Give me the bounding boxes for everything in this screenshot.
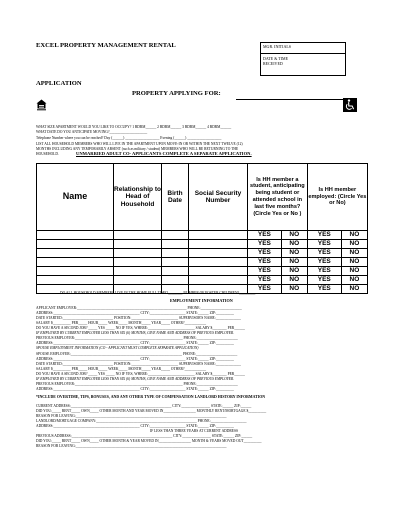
employed-yes[interactable]: YES (307, 258, 341, 267)
equal-housing-icon (36, 99, 47, 111)
current-rent-own-line[interactable]: DID YOU:_____ RENT_____ OWN_____ OTHER MONTH AND YEAR MOVED IN__________________ MONTHLY RENT/MORTGAGE $__________ (36, 409, 267, 413)
employed-yes[interactable]: YES (307, 249, 341, 258)
mgr-initials-label: MGR. INITIALS (263, 44, 291, 49)
applicant-address-line[interactable]: ADDRESS:________________________________________________ CITY:____________________ STATE:______ ZIP:__________ (36, 311, 234, 315)
applicant-employer-line[interactable]: APPLICANT EMPLOYER:_____________________________________________________________ PHONE:_______________________ (36, 306, 242, 310)
applicant-previous-address-line[interactable]: ADDRESS:________________________________________________ CITY:____________________ STATE:______ ZIP:__________ (36, 341, 234, 345)
employed-yes[interactable]: YES (307, 276, 341, 285)
unmarried-note: UNMARRIED ADULT CO- APPLICANTS COMPLETE A SEPARATE APPLICATION. (76, 151, 252, 156)
applicant-previous-note: IF EMPLOYED BY CURRENT EMPLOYER LESS THAN SIX (6) MONTHS, GIVE NAME AND ADDRESS OF PREVIOUS EMPLOYER. (36, 331, 235, 335)
student-yes[interactable]: YES (248, 258, 282, 267)
spouse-previous-employer-line[interactable]: PREVIOUS EMPLOYER:____________________________________________________________ PHONE:_______________________ (36, 382, 238, 386)
household-instructions-1: LIST ALL HOUSEHOLD MEMBERS WHO WILL LIVE IN THE APARTMENT UPON MOVE-IN OR WITHIN THE NEXT TWELVE (12) (36, 142, 243, 146)
spouse-second-job-line[interactable]: DO YOU HAVE A SECOND JOB? _____ YES _____ NO IF YES, WHERE:__________________________ SALARY $________ PER______ (36, 372, 245, 376)
student-no[interactable]: NO (281, 267, 307, 276)
move-date-line: WHAT DATE DO YOU ANTICIPATE MOVING?_____________________ (36, 130, 148, 134)
col-header-ssn: Social Security Number (189, 164, 248, 231)
spouse-previous-address-line[interactable]: ADDRESS:________________________________________________ CITY:____________________ STATE:______ ZIP:__________ (36, 387, 234, 391)
employed-no[interactable]: NO (341, 249, 367, 258)
spouse-date-started-line[interactable]: DATE STARTED:____________________________ POSITION:__________________________ SUPERVISOR'S NAME:______________ (36, 362, 241, 366)
telephone-line: Telephone Number where you can be reached? Day (______) ___________________ Evening (______) ___________________ (36, 136, 222, 140)
col-header-student: Is HH member a student, anticipating being student or attended school in last five months? (Circle Yes or No ) (248, 164, 308, 231)
wheelchair-icon (343, 98, 357, 112)
date-received-label: DATE & TIME RECEIVED (263, 56, 289, 66)
spouse-employment-heading: SPOUSE EMPLOYMENT INFORMATION (CO - APPLICANT MUST COMPLETE SEPARATE APPLICATION) (36, 346, 199, 350)
employed-no[interactable]: NO (341, 258, 367, 267)
spouse-address-line[interactable]: ADDRESS:________________________________________________ CITY:____________________ STATE:______ ZIP:__________ (36, 357, 234, 361)
current-address-line[interactable]: CURRENT ADDRESS:________________________________________________________ CITY:________________ STATE:______ ZIP:______ (36, 404, 252, 408)
student-no[interactable]: NO (281, 276, 307, 285)
application-label: APPLICATION (36, 80, 82, 87)
employed-no[interactable]: NO (341, 231, 367, 240)
overtime-landlord-heading: *INCLUDE OVERTIME, TIPS, BONUSES, AND ANY OTHER TYPE OF COMPENSATION LANDLORD HISTORY INFORMATION (36, 395, 266, 399)
employed-no[interactable]: NO (341, 285, 367, 294)
household-members-table (36, 163, 368, 294)
spouse-previous-note: IF EMPLOYED BY CURRENT EMPLOYER LESS THAN SIX (6) MONTHS, GIVE NAME AND ADDRESS OF PREVIOUS EMPLOYER. (36, 377, 235, 381)
student-yes[interactable]: YES (248, 276, 282, 285)
employed-yes[interactable]: YES (307, 267, 341, 276)
household-instructions-3: HOUSEHOLD. (36, 152, 59, 156)
previous-rent-own-line[interactable]: DID YOU:_____ RENT_____ OWN_____ OTHER MONTH & YEAR MOVED IN__________________ MONTH & YEARS MOVED OUT__________ (36, 439, 262, 443)
spouse-employer-line[interactable]: SPOUSE EMPLOYER:______________________________________________________________ PHONE:_______________________ (36, 352, 238, 356)
table-row (37, 240, 368, 249)
office-use-box (260, 42, 346, 76)
applicant-second-job-line[interactable]: DO YOU HAVE A SECOND JOB? _____ YES _____ NO IF YES, WHERE:__________________________ SALARY $________ PER______ (36, 326, 245, 330)
table-row (37, 249, 368, 258)
apartment-size-line: WHAT SIZE APARTMENT WOULD YOU LIKE TO OCCUPY? 1 BDRM______ 2 BDRM______ 3 BDRM______ 4 BDRM______ (36, 125, 232, 129)
employed-no[interactable]: NO (341, 240, 367, 249)
table-row (37, 231, 368, 240)
property-input-line[interactable] (236, 99, 344, 100)
landlord-address-line[interactable]: ADDRESS:________________________________________________ CITY:____________________ STATE:______ ZIP:__________ (36, 424, 234, 428)
col-header-birth-date: Birth Date (162, 164, 189, 231)
table-row (37, 258, 368, 267)
student-yes[interactable]: YES (248, 285, 282, 294)
student-yes[interactable]: YES (248, 249, 282, 258)
form-title: EXCEL PROPERTY MANAGEMENT RENTAL (36, 42, 176, 49)
col-header-relationship: Relationship to Head of Household (114, 164, 162, 231)
col-header-employed: Is HH member employed: (Circle Yes or No) (307, 164, 367, 231)
landlord-company-line[interactable]: LANDLORD/MORTGAGE COMPANY:________________________________________________________ PHONE:____________________ (36, 419, 247, 423)
household-instructions-2: MONTHS INCLUDING ANY TEMPORARILY ABSENT (such as military / student) MEMBERS WHO WILL BE RETURNING TO THE (36, 147, 239, 151)
household-rows (37, 231, 368, 294)
fulltime-question: DO ALL HOUSEHOLD MEMBERS LIVE IN THE HOME FULL TIME?________ NUMBER OF FOSTER CHILDREN?_________ (60, 291, 256, 295)
property-applying-label: PROPERTY APPLYING FOR: (132, 90, 221, 97)
employed-yes[interactable]: YES (307, 285, 341, 294)
previous-address-line[interactable]: PREVIOUS ADDRESS:________________________________________________________ CITY:________________ STATE:______ ZIP:______ (36, 434, 253, 438)
student-yes[interactable]: YES (248, 240, 282, 249)
applicant-date-started-line[interactable]: DATE STARTED:____________________________ POSITION:__________________________ SUPERVISOR'S NAME:______________ (36, 316, 241, 320)
table-row (37, 267, 368, 276)
student-no[interactable]: NO (281, 231, 307, 240)
table-row (37, 276, 368, 285)
col-header-name: Name (37, 164, 114, 231)
employed-no[interactable]: NO (341, 276, 367, 285)
student-yes[interactable]: YES (248, 267, 282, 276)
employed-yes[interactable]: YES (307, 231, 341, 240)
previous-reason-leaving-line[interactable]: REASON FOR LEAVING:____________________________________________________________________________________ (36, 444, 227, 448)
applicant-previous-employer-line[interactable]: PREVIOUS EMPLOYER:____________________________________________________________ PHONE:_______________________ (36, 336, 238, 340)
less-than-three-years-note: IF LESS THAN THREE YEARS AT CURRENT ADDRESS (150, 429, 238, 433)
student-no[interactable]: NO (281, 258, 307, 267)
employment-title: EMPLOYMENT INFORMATION (170, 298, 233, 303)
applicant-salary-line[interactable]: SALARY $__________ PER_____ HOUR_____ WEEK_____ MONTH_____ YEAR_____ OTHER?____________ (36, 321, 207, 325)
student-no[interactable]: NO (281, 249, 307, 258)
spouse-salary-line[interactable]: SALARY $__________ PER_____ HOUR_____ WEEK_____ MONTH_____ YEAR_____ OTHER?____________ (36, 367, 207, 371)
student-no[interactable]: NO (281, 240, 307, 249)
employed-yes[interactable]: YES (307, 240, 341, 249)
employed-no[interactable]: NO (341, 267, 367, 276)
current-reason-leaving-line[interactable]: REASON FOR LEAVING:____________________________________________________________________________________ (36, 414, 227, 418)
student-yes[interactable]: YES (248, 231, 282, 240)
student-no[interactable]: NO (281, 285, 307, 294)
